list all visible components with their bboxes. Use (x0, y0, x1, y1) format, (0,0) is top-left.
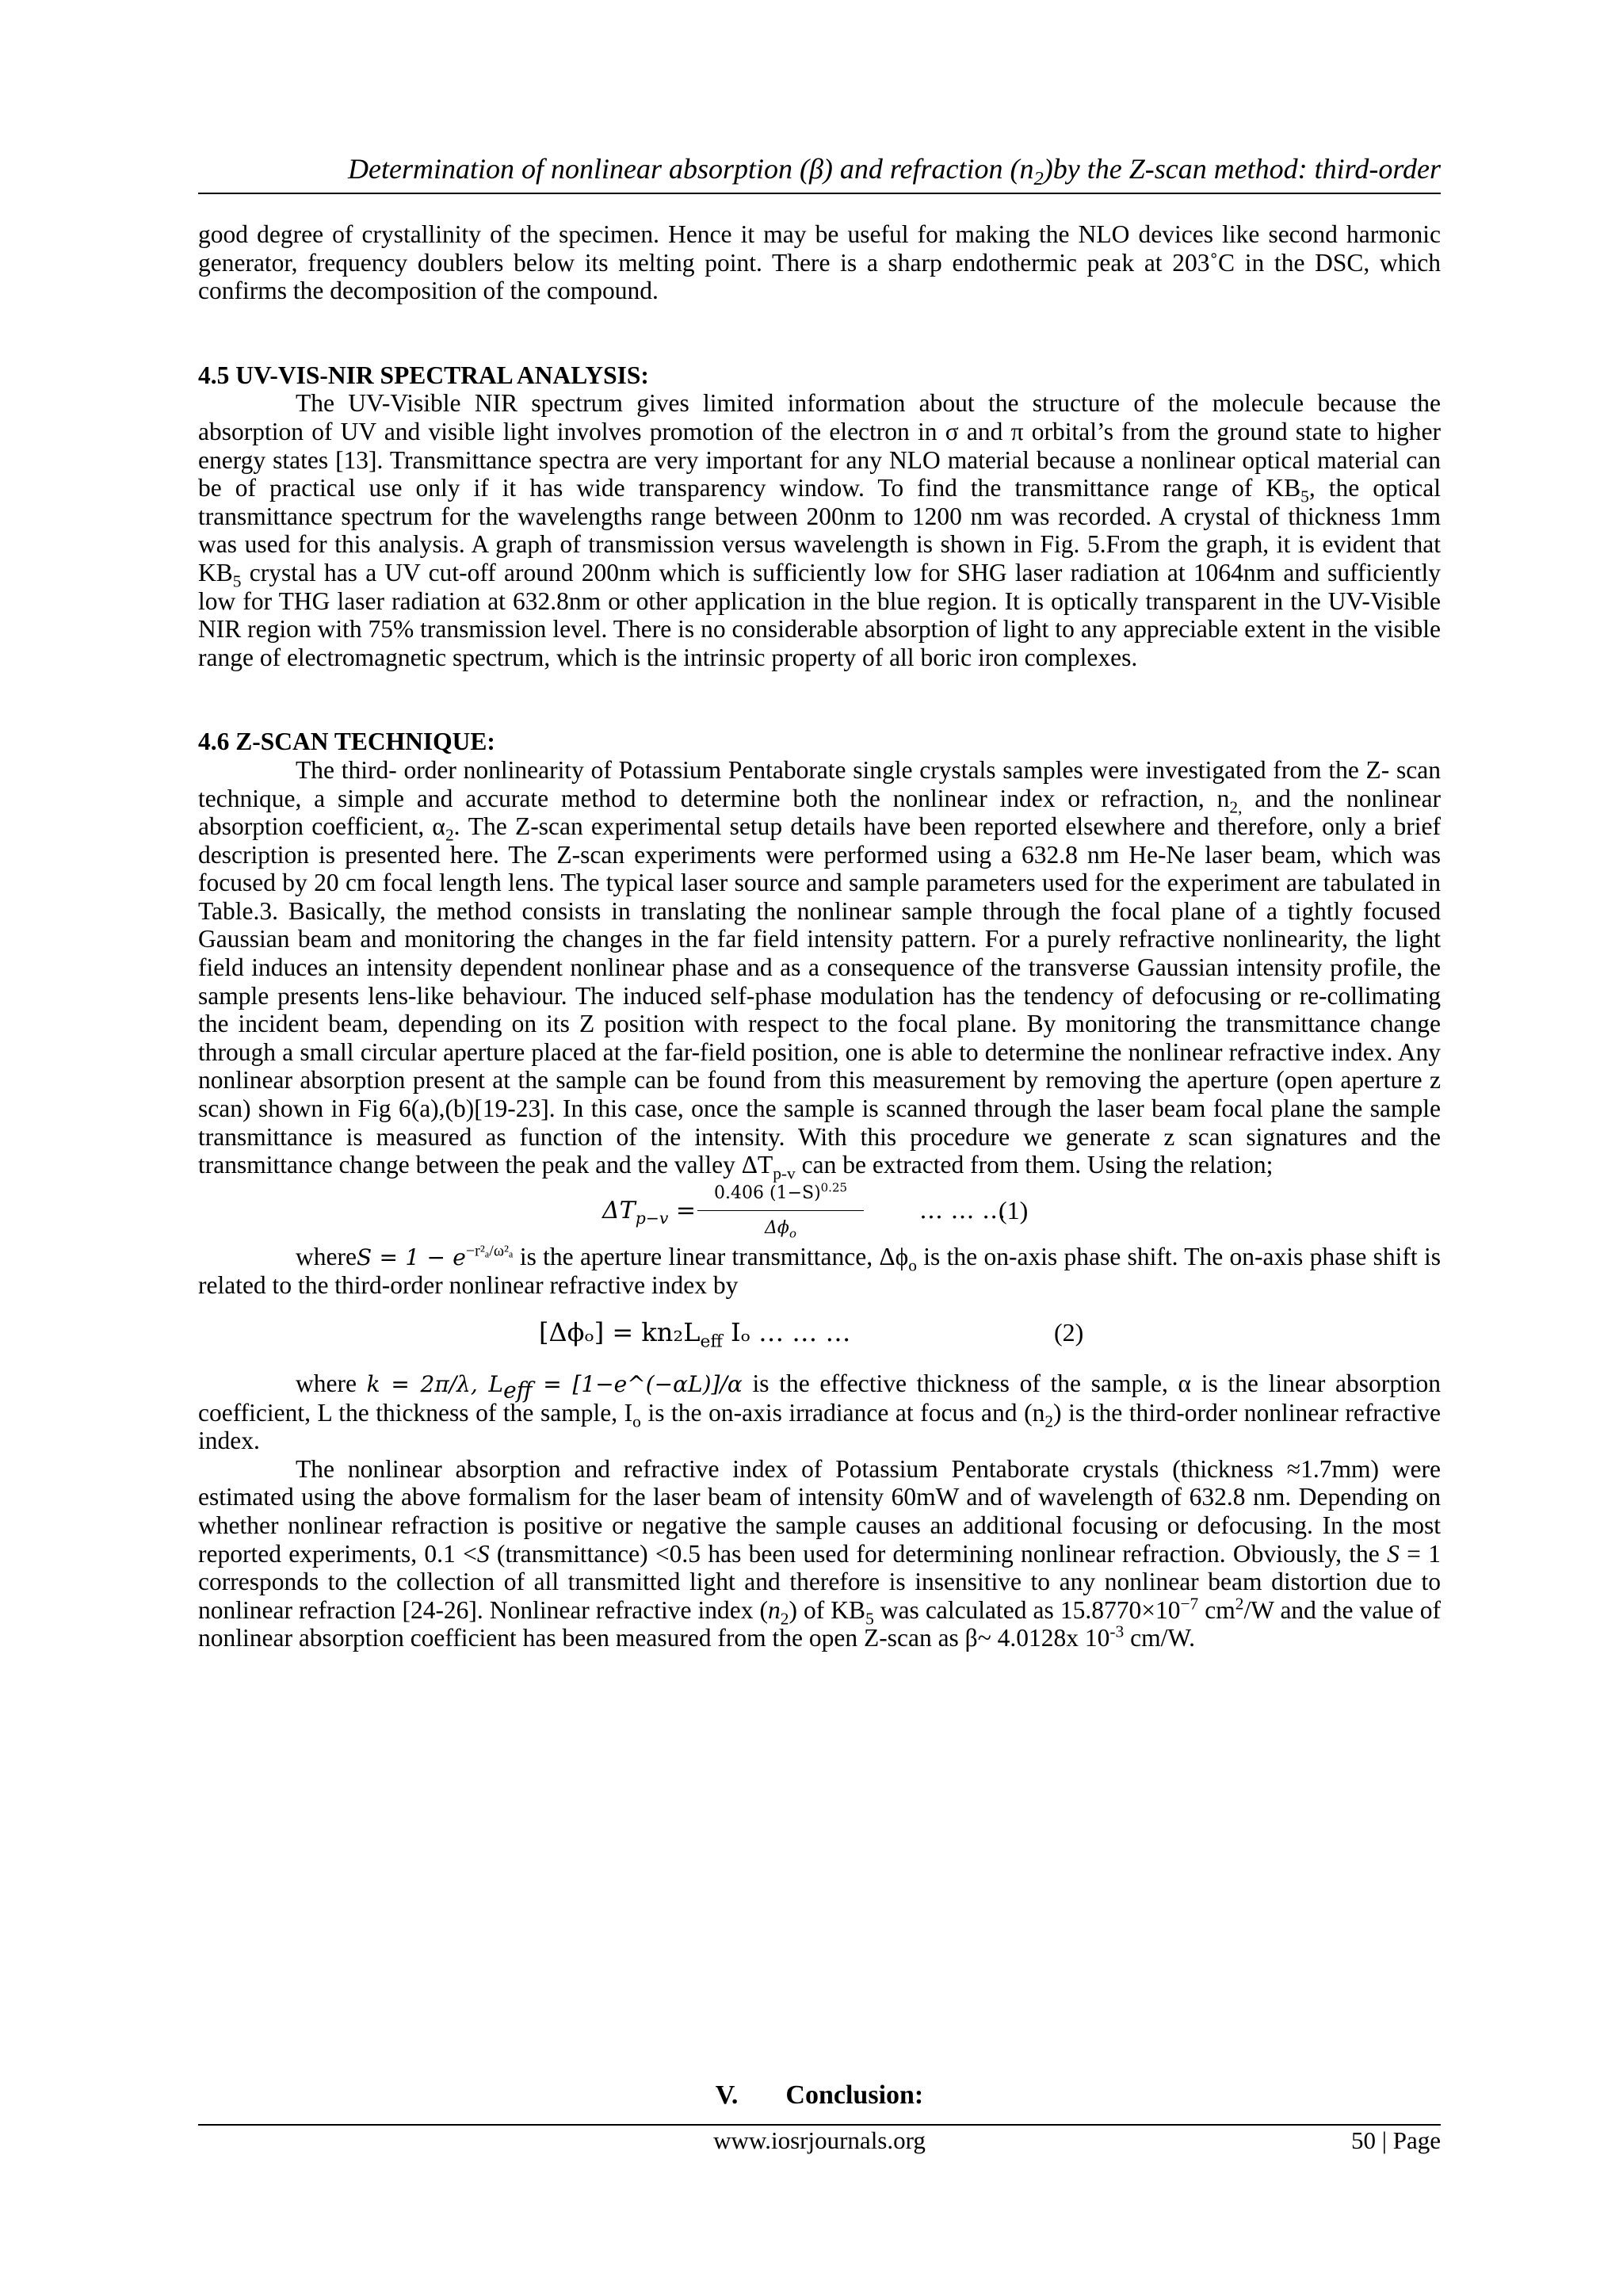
section-heading-4-5: 4.5 UV-VIS-NIR SPECTRAL ANALYSIS: (198, 361, 649, 389)
uv-vis-paragraph: The UV-Visible NIR spectrum gives limited information about the structure of the molecule because the absorption of UV and visible light involves promotion of the electron in σ and π orbital’s from the ground state to higher energy states [13]. Transmittance spectra are very important for any NLO material because a nonlinear optical material can be of practical use only if it has wide transparency window. To find the transmittance range of $KB_5$, the optical transmittance spectrum for the wavelengths range between 200nm to 1200 nm was recorded. A crystal of thickness 1mm was used for this analysis. A graph of transmission versus wavelength is shown in Fig. 5.From the graph, it is evident that $KB_5$ crystal has a UV cut-off around 200nm which is sufficiently low for SHG laser radiation at 1064nm and sufficiently low for THG laser radiation at 632.8nm or other application in the blue region. It is optically transparent in the UV-Visible NIR region with 75% transmission level. There is no considerable absorption of light to any appreciable extent in the visible range of electromagnetic spectrum, which is the intrinsic property of all boric iron complexes. (198, 389, 1442, 671)
section-heading-4-6: 4.6 Z-SCAN TECHNIQUE: (198, 728, 495, 756)
header-rule (198, 193, 1441, 194)
conclusion-heading: V. Conclusion: (715, 2080, 924, 2110)
footer-rule (198, 2124, 1441, 2126)
z-scan-paragraph: The third- order nonlinearity of Potassium Pentaborate single crystals samples were investigated from the Z- scan technique, a simple and accurate method to determine both the nonlinear index or refraction, $n_{2,}$ and the nonlinear absorption coefficient, $\alpha_2$. The Z-scan experimental setup details have been reported elsewhere and therefore, only a brief description is presented here. The Z-scan experiments were performed using a 632.8 nm He-Ne laser beam, which was focused by 20 cm focal length lens. The typical laser source and sample parameters used for the experiment are tabulated in Table.3. Basically, the method consists in translating the nonlinear sample through the focal plane of a tightly focused Gaussian beam and monitoring the changes in the far field intensity pattern. For a purely refractive nonlinearity, the light field induces an intensity dependent nonlinear phase and as a consequence of the transverse Gaussian intensity profile, the sample presents lens-like behaviour. The induced self-phase modulation has the tendency of defocusing or re-collimating the incident beam, depending on its Z position with respect to the focal plane. By monitoring the transmittance change through a small circular aperture placed at the far-field position, one is able to determine the nonlinear refractive index. Any nonlinear absorption present at the sample can be found from this measurement by removing the aperture (open aperture z scan) shown in Fig 6(a),(b)[19-23]. In this case, once the sample is scanned through the laser beam focal plane the sample transmittance is measured as function of the intensity. With this procedure we generate z scan signatures and the transmittance change between the peak and the valley $\Delta T_{p-v}$ can be extracted from them. Using the relation; (198, 755, 1442, 1183)
equation-1-label: (1) (999, 1195, 1029, 1224)
results-paragraph: The nonlinear absorption and refractive index of Potassium Pentaborate crystals (thickness ≈1.7mm) were estimated using the above formalism for the laser beam of intensity 60mW and of wavelength of 632.8 nm. Depending on whether nonlinear refraction is positive or negative the sample causes an additional focusing or defocusing. In the most reported experiments, 0.1 <S (transmittance) <0.5 has been used for determining nonlinear refraction. Obviously, the S = 1 corresponds to the collection of all transmitted light and therefore is insensitive to any nonlinear beam distortion due to nonlinear refraction [24-26]. Nonlinear refractive index $(n_2)$ of $KB_5$ was calculated as $15.8770\times 10^{-7}$ $cm^2/W$ and the value of nonlinear absorption coefficient has been measured from the open Z-scan as β~ 4.0128x $10^{-3}$ cm/W. (198, 1454, 1441, 1652)
where-s-paragraph: whereS = $1 - e^{-r^2_a/\omega^2_a}$ is the aperture linear transmittance, $\Delta\phi_o$ is the on-axis phase shift. The on-axis phase shift is related to the third-order nonlinear refractive index by (198, 1242, 1441, 1300)
body-text (198, 220, 1441, 1652)
equation-1: $\Delta T_{p-v}$ = 0.406 $(1-S)^{0.25}$ $\Delta\phi_o$ … … … (1) (602, 1180, 1029, 1241)
footer-page-number: 50 | Page (1351, 2126, 1441, 2154)
running-header: Determination of nonlinear absorption (β) and refraction $(n_2)by$ the Z-scan method: third-order (347, 153, 1441, 190)
equation-2: $[\Delta\phi_o] = kn_2L_{eff}$ Iₒ … … … (2) (539, 1317, 1084, 1352)
where-k-paragraph: where k = 2π/λ, $L_{eff}$ = [1−e^(−αL)]/α is the effective thickness of the sample, α is the linear absorption coefficient, L the thickness of the sample, $I_o$ is the on-axis irradiance at focus and $(n_2)$ is the third-order nonlinear refractive index. (198, 1370, 1441, 1455)
intro-paragraph: good degree of crystallinity of the specimen. Hence it may be useful for making the NLO devices like second harmonic generator, frequency doublers below its melting point. There is a sharp endothermic peak at 203˚C in the DSC, which confirms the decomposition of the compound. (198, 220, 1441, 305)
equation-2-label: (2) (1054, 1318, 1084, 1347)
footer-website-link[interactable]: www.iosrjournals.org (713, 2126, 926, 2154)
